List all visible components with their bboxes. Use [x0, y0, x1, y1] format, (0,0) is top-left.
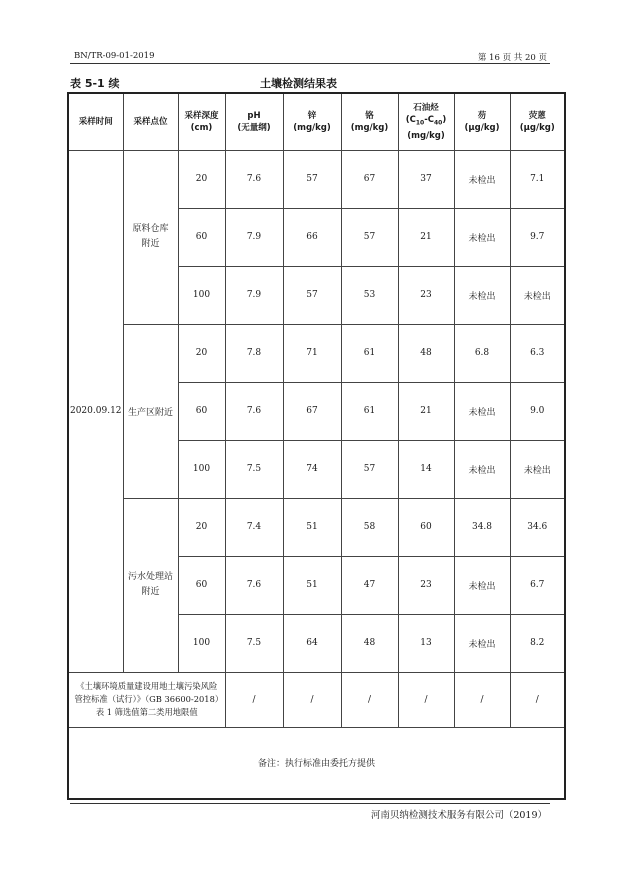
ph-cell: 7.9 — [225, 266, 283, 324]
header-row — [68, 93, 565, 150]
page-info: 第 16 页 共 20 页 — [477, 53, 547, 63]
flu-cell: 未检出 — [454, 440, 510, 498]
col-header-flu: 芴 (μg/kg) — [454, 93, 510, 150]
ph-cell: 7.8 — [225, 324, 283, 382]
depth-cell: 20 — [178, 498, 225, 556]
col-header-ph: pH (无量纲) — [225, 93, 283, 150]
zinc-cell: 51 — [283, 556, 341, 614]
col-header-location: 采样点位 — [123, 93, 178, 150]
flu-cell: 6.8 — [454, 324, 510, 382]
flu-cell: 未检出 — [454, 150, 510, 208]
petroleum-cell: 23 — [398, 556, 454, 614]
chromium-cell: 61 — [341, 382, 398, 440]
footer-company: 河南贝纳检测技术服务有限公司（2019） — [370, 810, 547, 821]
chromium-cell: 57 — [341, 440, 398, 498]
petroleum-cell: 21 — [398, 208, 454, 266]
zinc-cell: 74 — [283, 440, 341, 498]
chromium-cell: 58 — [341, 498, 398, 556]
zinc-cell: 67 — [283, 382, 341, 440]
zinc-cell: 66 — [283, 208, 341, 266]
standard-row — [68, 672, 565, 727]
standard-ph: / — [225, 672, 283, 727]
flu-cell: 未检出 — [454, 208, 510, 266]
anthracene-cell: 9.0 — [510, 382, 565, 440]
chromium-cell: 48 — [341, 614, 398, 672]
chromium-cell: 47 — [341, 556, 398, 614]
petroleum-cell: 48 — [398, 324, 454, 382]
location-cell: 原料仓库附近 — [123, 150, 178, 324]
table-note: 备注：执行标准由委托方提供 — [68, 727, 565, 799]
col-header-time: 采样时间 — [68, 93, 123, 150]
ph-cell: 7.6 — [225, 382, 283, 440]
ph-cell: 7.4 — [225, 498, 283, 556]
zinc-cell: 64 — [283, 614, 341, 672]
depth-cell: 20 — [178, 150, 225, 208]
chromium-cell: 53 — [341, 266, 398, 324]
ph-cell: 7.6 — [225, 150, 283, 208]
doc-code: BN/TR-09-01-2019 — [74, 51, 155, 61]
ph-cell: 7.9 — [225, 208, 283, 266]
flu-cell: 未检出 — [454, 382, 510, 440]
standard-flu: / — [454, 672, 510, 727]
flu-cell: 未检出 — [454, 556, 510, 614]
chromium-cell: 61 — [341, 324, 398, 382]
location-cell: 生产区附近 — [123, 324, 178, 498]
col-header-depth: 采样深度 (cm) — [178, 93, 225, 150]
sample-date: 2020.09.12 — [68, 150, 123, 672]
petroleum-cell: 23 — [398, 266, 454, 324]
petroleum-cell: 37 — [398, 150, 454, 208]
location-cell: 污水处理站附近 — [123, 498, 178, 672]
anthracene-cell: 9.7 — [510, 208, 565, 266]
chromium-cell: 67 — [341, 150, 398, 208]
depth-cell: 60 — [178, 208, 225, 266]
anthracene-cell: 34.6 — [510, 498, 565, 556]
anthracene-cell: 8.2 — [510, 614, 565, 672]
chromium-cell: 57 — [341, 208, 398, 266]
anthracene-cell: 6.3 — [510, 324, 565, 382]
table-row — [68, 324, 565, 382]
table-title: 土壤检测结果表 — [260, 77, 337, 90]
depth-cell: 100 — [178, 440, 225, 498]
standard-chromium: / — [341, 672, 398, 727]
petroleum-range: $(C_{10}-C_{40})$ — [405, 114, 447, 127]
petroleum-cell: 13 — [398, 614, 454, 672]
header-divider — [70, 63, 550, 64]
soil-results-table — [67, 92, 566, 800]
depth-cell: 100 — [178, 266, 225, 324]
anthracene-cell: 7.1 — [510, 150, 565, 208]
standard-zinc: / — [283, 672, 341, 727]
table-label: 表 5-1 续 — [70, 77, 120, 90]
depth-cell: 60 — [178, 556, 225, 614]
anthracene-cell: 未检出 — [510, 440, 565, 498]
petroleum-cell: 14 — [398, 440, 454, 498]
note-row — [68, 727, 565, 799]
zinc-cell: 51 — [283, 498, 341, 556]
zinc-cell: 71 — [283, 324, 341, 382]
table-row — [68, 150, 565, 208]
col-header-anthracene: 荧蒽 (μg/kg) — [510, 93, 565, 150]
petroleum-cell: 60 — [398, 498, 454, 556]
zinc-cell: 57 — [283, 266, 341, 324]
col-header-chromium: 铬 (mg/kg) — [341, 93, 398, 150]
anthracene-cell: 6.7 — [510, 556, 565, 614]
ph-cell: 7.5 — [225, 614, 283, 672]
ph-cell: 7.5 — [225, 440, 283, 498]
flu-cell: 未检出 — [454, 266, 510, 324]
standard-label: 《土壤环境质量建设用地土壤污染风险管控标准（试行）》（GB 36600-2018）表 1 筛选值第二类用地限值 — [68, 672, 225, 727]
depth-cell: 60 — [178, 382, 225, 440]
depth-cell: 20 — [178, 324, 225, 382]
ph-cell: 7.6 — [225, 556, 283, 614]
col-header-zinc: 锌 (mg/kg) — [283, 93, 341, 150]
flu-cell: 未检出 — [454, 614, 510, 672]
petroleum-cell: 21 — [398, 382, 454, 440]
anthracene-cell: 未检出 — [510, 266, 565, 324]
standard-anthracene: / — [510, 672, 565, 727]
table-row — [68, 498, 565, 556]
col-header-petroleum: 石油烃 $(C_{10}-C_{40})$ (mg/kg) — [398, 93, 454, 150]
footer-divider — [70, 803, 550, 804]
standard-petroleum: / — [398, 672, 454, 727]
zinc-cell: 57 — [283, 150, 341, 208]
depth-cell: 100 — [178, 614, 225, 672]
flu-cell: 34.8 — [454, 498, 510, 556]
